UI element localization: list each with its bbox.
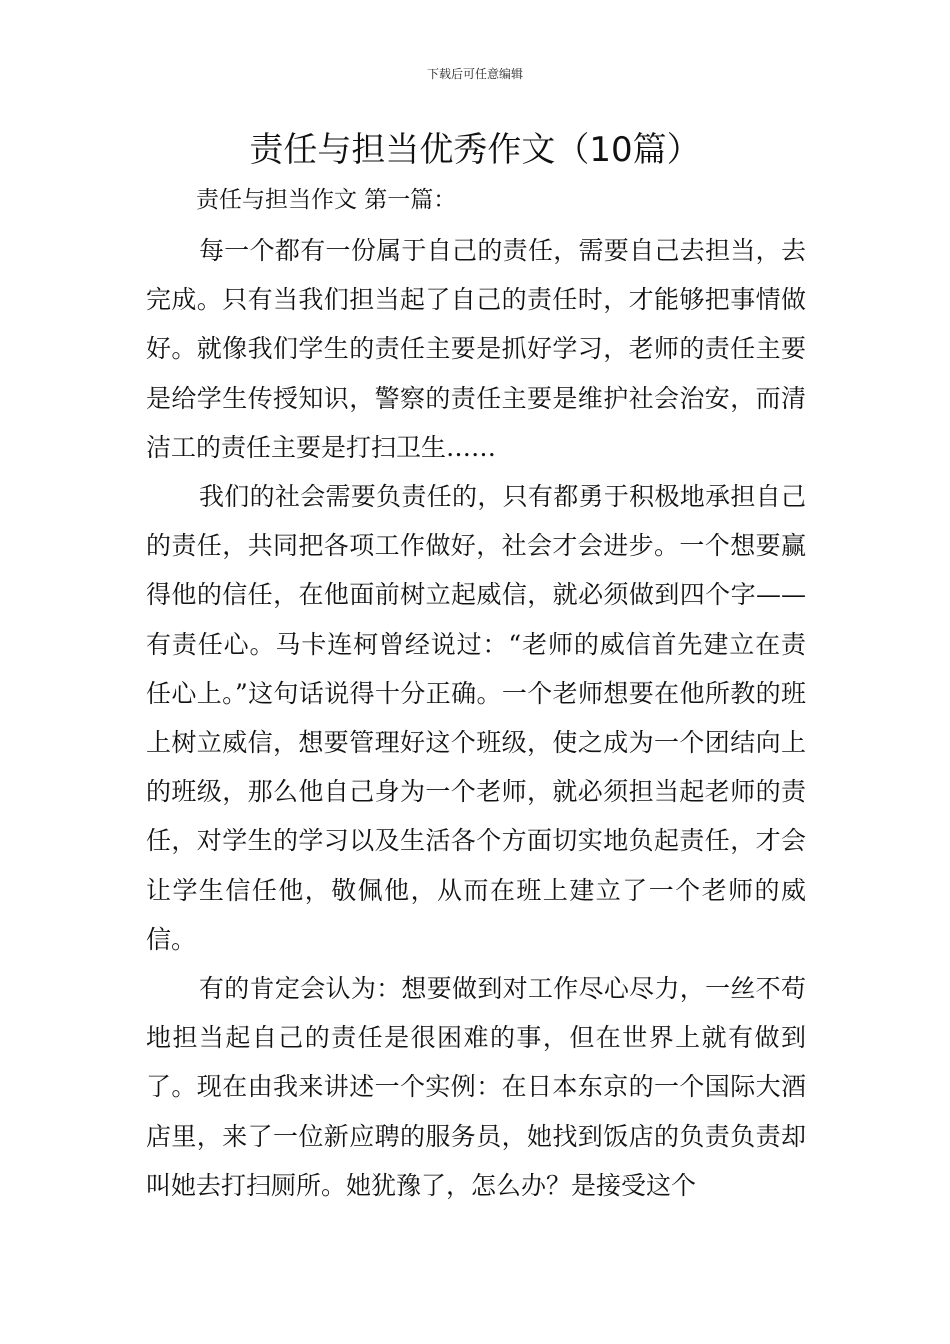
paragraph-2: 我们的社会需要负责任的，只有都勇于积极地承担自己的责任，共同把各项工作做好，社会才会进步。一个想要赢得他的信任，在他面前树立起威信，就必须做到四个字——有责任心。马卡连柯曾经说过：“老师的威信首先建立在责任心上。”这句话说得十分正确。一个老师想要在他所教的班上树立威信，想要管理好这个班级，使之成为一个团结向上的班级，那么他自己身为一个老师，就必须担当起老师的责任，对学生的学习以及生活各个方面切实地负起责任，才会让学生信任他，敬佩他，从而在班上建立了一个老师的威信。 — [146, 482, 806, 954]
document-title: 责任与担当优秀作文（10篇） — [249, 130, 701, 170]
body-text — [146, 226, 806, 1210]
paragraph-1: 每一个都有一份属于自己的责任，需要自己去担当，去完成。只有当我们担当起了自己的责任时，才能够把事情做好。就像我们学生的责任主要是抓好学习，老师的责任主要是给学生传授知识，警察的责任主要是维护社会治安，而清洁工的责任主要是打扫卫生…… — [146, 236, 806, 462]
section-subheading: 责任与担当作文 第一篇： — [196, 187, 457, 213]
header-note: 下载后可任意编辑 — [426, 67, 523, 81]
paragraph-3: 有的肯定会认为：想要做到对工作尽心尽力，一丝不苟地担当起自己的责任是很困难的事，但在世界上就有做到了。现在由我来讲述一个实例：在日本东京的一个国际大酒店里，来了一位新应聘的服务员，她找到饭店的负责负责却叫她去打扫厕所。她犹豫了，怎么办？是接受这个 — [146, 974, 806, 1200]
